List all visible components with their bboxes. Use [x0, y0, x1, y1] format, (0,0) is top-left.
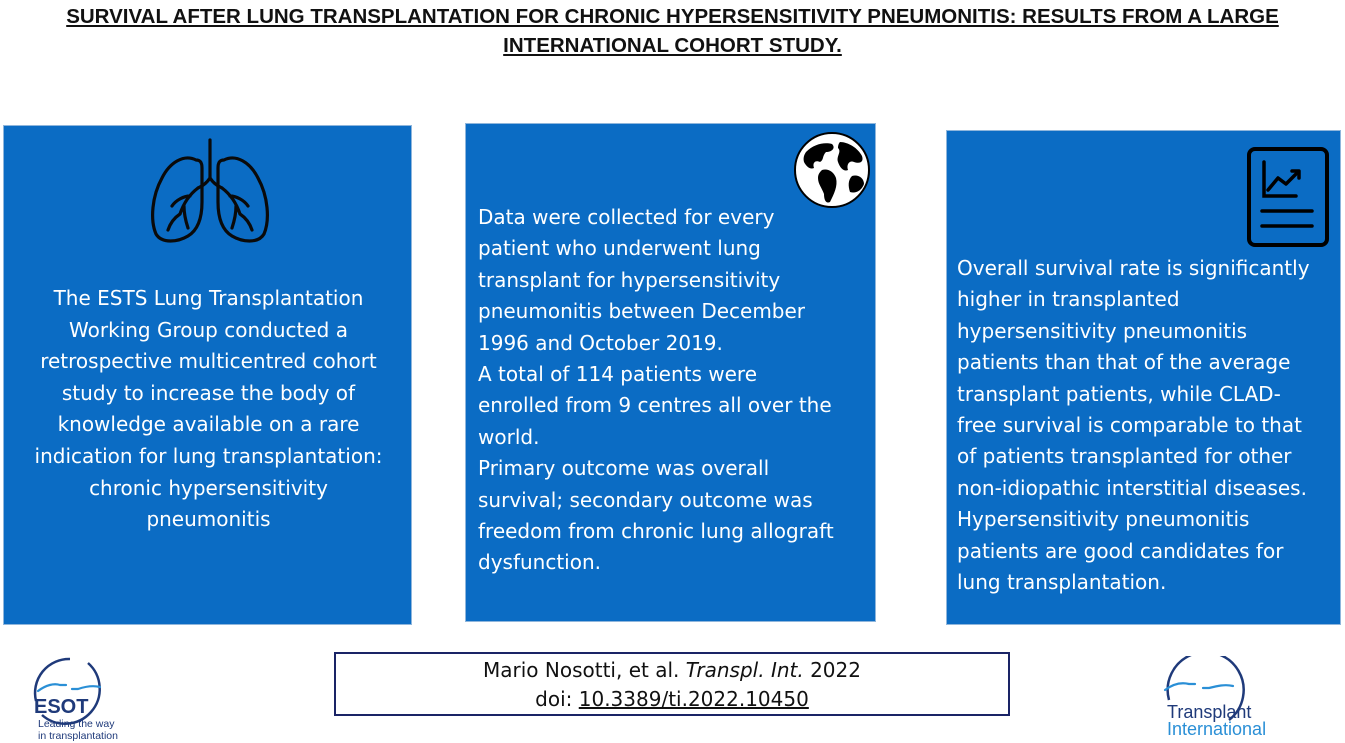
- text-line: survival; secondary outcome was: [478, 487, 813, 512]
- text-line: Data were collected for every: [478, 205, 775, 229]
- citation-year: 2022: [810, 658, 861, 682]
- text-line: pneumonitis: [146, 507, 271, 532]
- page-title: [0, 2, 1345, 60]
- text-line: non-idiopathic interstitial diseases.: [957, 475, 1307, 500]
- text-line: hypersensitivity pneumonitis: [957, 318, 1248, 343]
- methods-panel: [465, 123, 876, 622]
- doi-link[interactable]: 10.3389/ti.2022.10450: [578, 687, 809, 711]
- esot-tagline-2: in transplantation: [38, 730, 118, 741]
- study-design-panel: [3, 125, 412, 625]
- esot-tagline-1: Leading the way: [38, 718, 115, 730]
- study-design-text: [16, 283, 401, 536]
- methods-text: [478, 202, 868, 579]
- globe-icon: [792, 130, 872, 210]
- ti-line-1: Transplant: [1167, 702, 1252, 722]
- text-line: patients are good candidates for: [957, 538, 1284, 563]
- text-line: dysfunction.: [478, 550, 602, 575]
- esot-logo: [30, 655, 165, 741]
- text-line: The ESTS Lung Transplantation: [53, 286, 364, 310]
- text-line: study to increase the body of: [61, 380, 356, 405]
- text-line: retrospective multicentred cohort: [40, 349, 377, 374]
- citation-box: [334, 652, 1010, 716]
- text-line: lung transplantation.: [957, 570, 1167, 595]
- text-line: knowledge available on a rare: [57, 412, 360, 437]
- text-line: freedom from chronic lung allograft: [478, 519, 834, 544]
- transplant-international-logo: [1155, 656, 1335, 740]
- text-line: pneumonitis between December: [478, 299, 806, 324]
- text-line: of patients transplanted for other: [957, 444, 1292, 469]
- text-line: free survival is comparable to that: [957, 413, 1302, 438]
- title-line-1: SURVIVAL AFTER LUNG TRANSPLANTATION FOR CHRONIC HYPERSENSITIVITY PNEUMONITIS: RESULTS FROM A LARGE: [66, 5, 1279, 28]
- text-line: Hypersensitivity pneumonitis: [957, 507, 1250, 532]
- text-line: 1996 and October 2019.: [478, 330, 723, 355]
- ti-line-2: International: [1167, 719, 1267, 739]
- text-line: transplant for hypersensitivity: [478, 267, 781, 292]
- citation-line-1: [336, 656, 1008, 685]
- text-line: transplant patients, while CLAD-: [957, 381, 1281, 406]
- text-line: Primary outcome was overall: [478, 456, 770, 481]
- doi-label: doi:: [535, 687, 573, 711]
- text-line: chronic hypersensitivity: [89, 475, 328, 500]
- results-panel: [946, 130, 1341, 625]
- text-line: patients than that of the average: [957, 350, 1291, 375]
- citation-authors: Mario Nosotti, et al.: [483, 658, 680, 682]
- citation-line-2: [336, 685, 1008, 714]
- text-line: enrolled from 9 centres all over the: [478, 393, 832, 418]
- text-line: indication for lung transplantation:: [34, 443, 383, 468]
- text-line: patient who underwent lung: [478, 236, 761, 261]
- text-line: higher in transplanted: [957, 287, 1180, 312]
- text-line: Working Group conducted a: [69, 317, 348, 342]
- text-line: A total of 114 patients were: [478, 362, 757, 387]
- report-chart-icon: [1246, 146, 1330, 248]
- esot-name: ESOT: [34, 696, 89, 718]
- lungs-icon: [144, 138, 276, 246]
- text-line: world.: [478, 424, 540, 449]
- results-text: [957, 253, 1342, 598]
- citation-journal: Transpl. Int.: [685, 658, 804, 682]
- text-line: Overall survival rate is significantly: [957, 256, 1310, 280]
- title-line-2: INTERNATIONAL COHORT STUDY.: [503, 34, 842, 57]
